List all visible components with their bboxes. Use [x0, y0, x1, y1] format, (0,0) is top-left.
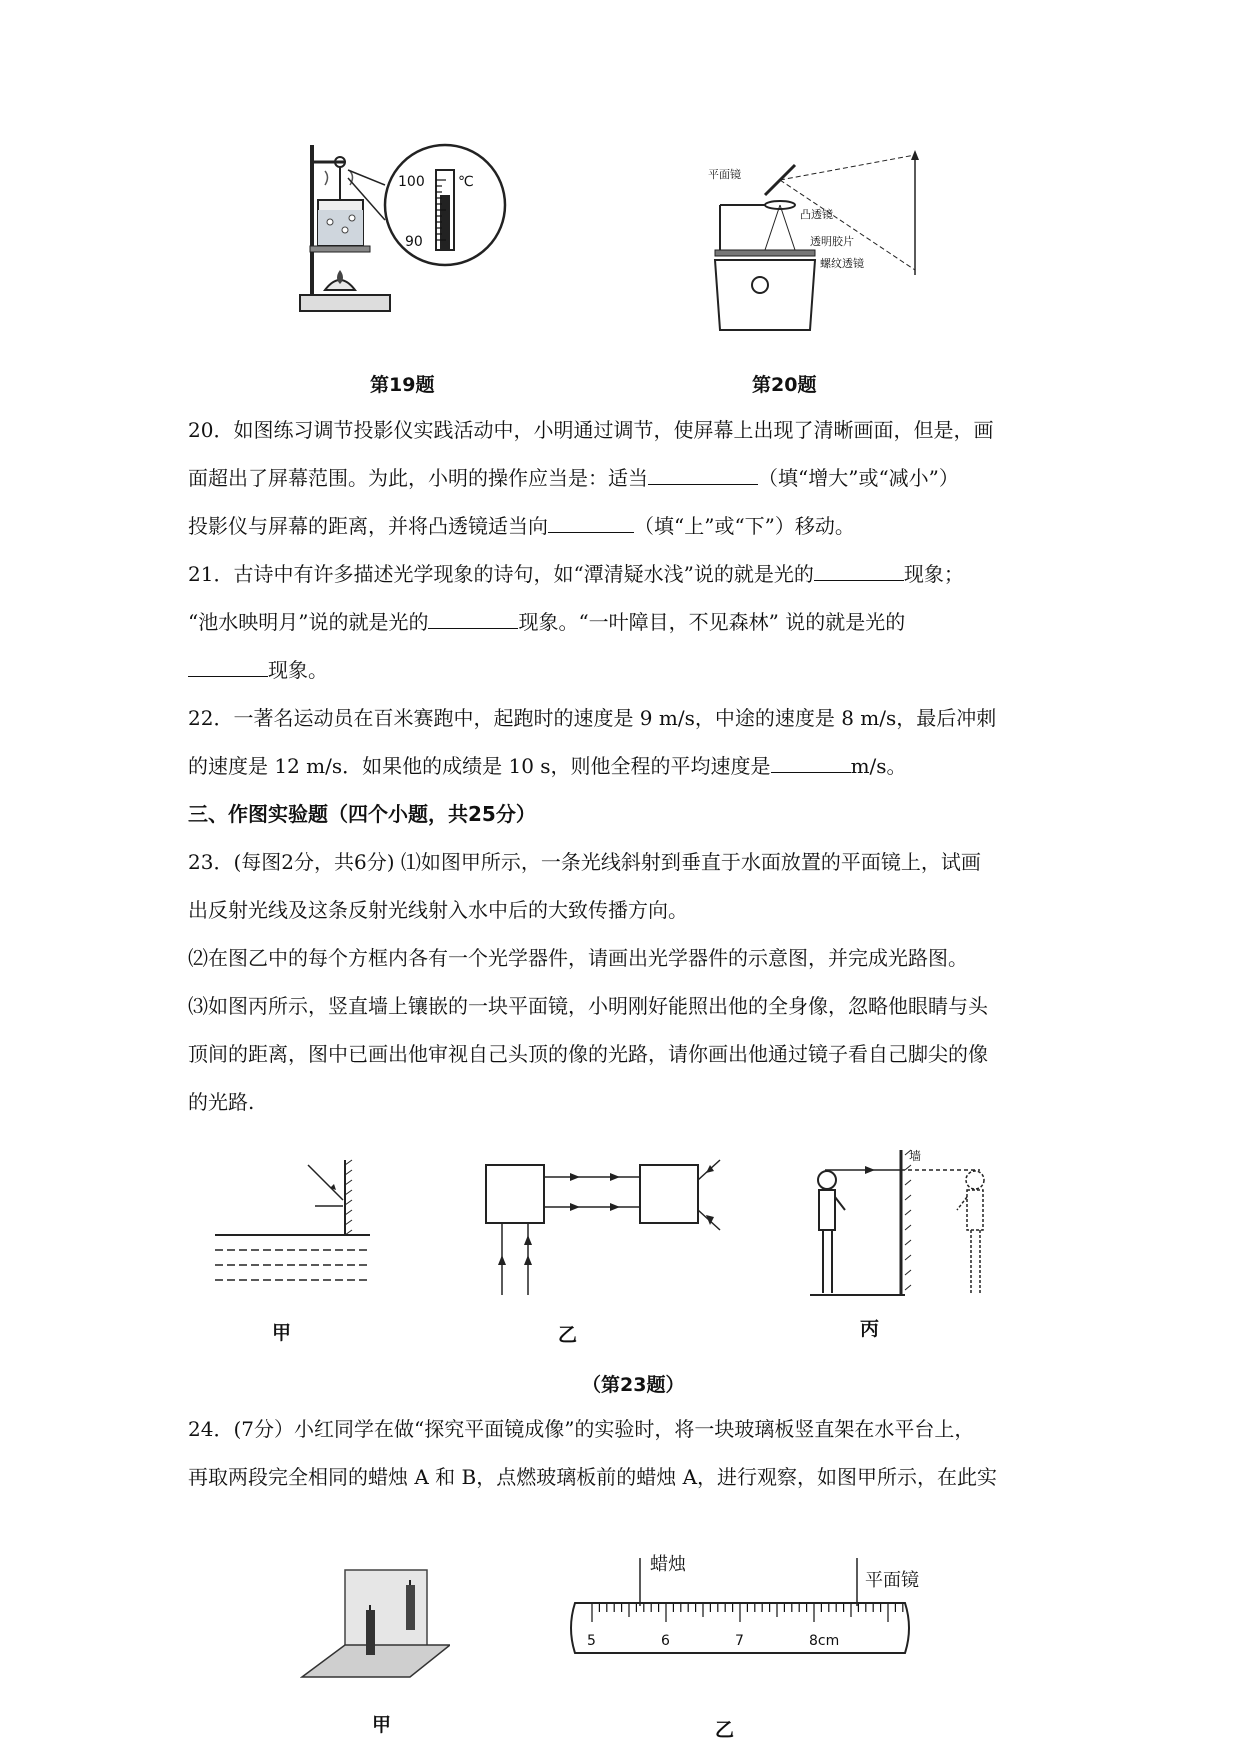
- q21-line3b: 现象。: [268, 658, 328, 682]
- candle-label: 蜡烛: [650, 1554, 686, 1575]
- q21-line1b: 现象；: [903, 562, 964, 586]
- q21-blank2[interactable]: [428, 606, 518, 629]
- q21-blank1[interactable]: [814, 558, 904, 581]
- figure-20-projector: [700, 150, 950, 360]
- q20-blank2[interactable]: [548, 510, 634, 533]
- figure-19-heating-apparatus: [290, 140, 520, 355]
- ruler-num-8cm: 8cm: [809, 1633, 840, 1649]
- figure-23-caption: （第23题）: [582, 1374, 685, 1396]
- q24-line1: 24．(7分）小红同学在做“探究平面镜成像”的实验时，将一块玻璃板竖直架在水平台上，: [188, 1417, 975, 1441]
- q23-line3: ⑵在图乙中的每个方框内各有一个光学器件，请画出光学器件的示意图，并完成光路图。: [188, 946, 968, 970]
- convex-lens-label: 凸透镜: [800, 208, 833, 221]
- q20-line2b: （填“增大”或“减小”）: [758, 466, 959, 490]
- question-22: [188, 694, 1068, 790]
- figure-24-yi-ruler: [565, 1548, 935, 1668]
- figure-19-caption: 第19题: [370, 374, 435, 396]
- figure-24-jia-label: 甲: [372, 1714, 392, 1736]
- wall-label: 墙: [909, 1149, 922, 1163]
- figure-23-bing-label: 丙: [860, 1318, 880, 1340]
- ruler-num-5: 5: [587, 1633, 596, 1649]
- q20-line2a: 面超出了屏幕范围。为此，小明的操作应当是：适当: [188, 466, 648, 490]
- q22-line2b: m/s。: [850, 754, 907, 778]
- q23-line5: 顶间的距离，图中已画出他审视自己头顶的像的光路，请你画出他通过镜子看自己脚尖的像: [188, 1042, 988, 1066]
- figure-23-bing: [805, 1145, 1005, 1305]
- q23-line4: ⑶如图丙所示，竖直墙上镶嵌的一块平面镜，小明刚好能照出他的全身像，忽略他眼睛与头: [188, 994, 988, 1018]
- q22-blank1[interactable]: [771, 750, 851, 773]
- mirror-label: 平面镜: [708, 168, 741, 181]
- q23-line1: 23．(每图2分，共6分) ⑴如图甲所示，一条光线斜射到垂直于水面放置的平面镜上，试画: [188, 850, 981, 874]
- thermo-unit-label: ℃: [458, 174, 474, 190]
- question-20: [188, 406, 1068, 550]
- thermo-top-label: 100: [398, 174, 425, 190]
- q23-line6: 的光路.: [188, 1090, 255, 1114]
- ruler-num-7: 7: [735, 1633, 744, 1649]
- q21-line1a: 21．古诗中有许多描述光学现象的诗句，如“潭清疑水浅”说的就是光的: [188, 562, 814, 586]
- figure-23-jia: [210, 1150, 380, 1300]
- q20-blank1[interactable]: [648, 462, 758, 485]
- figure-20-caption: 第20题: [752, 374, 817, 396]
- mirror-label-24: 平面镜: [865, 1570, 919, 1591]
- fresnel-lens-label: 螺纹透镜: [820, 257, 864, 270]
- film-label: 透明胶片: [810, 235, 854, 248]
- figure-23-yi-label: 乙: [558, 1324, 578, 1346]
- figure-23-yi: [470, 1155, 730, 1300]
- q20-line1: 20．如图练习调节投影仪实践活动中，小明通过调节，使屏幕上出现了清晰画面，但是，画: [188, 418, 994, 442]
- q20-line3b: （填“上”或“下”）移动。: [634, 514, 855, 538]
- figure-24-yi-label: 乙: [715, 1719, 735, 1741]
- q22-line2a: 的速度是 12 m/s．如果他的成绩是 10 s，则他全程的平均速度是: [188, 754, 771, 778]
- q21-blank3[interactable]: [188, 654, 268, 677]
- section-3-heading: 三、作图实验题（四个小题，共25分）: [188, 802, 536, 826]
- question-23: [188, 838, 1068, 1126]
- question-21: [188, 550, 1068, 694]
- q21-line2a: “池水映明月”说的就是光的: [188, 610, 429, 634]
- q20-line3a: 投影仪与屏幕的距离，并将凸透镜适当向: [188, 514, 548, 538]
- question-24: [188, 1405, 1068, 1501]
- figure-24-jia: [300, 1565, 450, 1685]
- q21-line2b: 现象。“一叶障目，不见森林” 说的就是光的: [518, 610, 906, 634]
- figure-23-jia-label: 甲: [272, 1322, 292, 1344]
- ruler-num-6: 6: [661, 1633, 670, 1649]
- q23-line2: 出反射光线及这条反射光线射入水中后的大致传播方向。: [188, 898, 688, 922]
- q24-line2: 再取两段完全相同的蜡烛 A 和 B，点燃玻璃板前的蜡烛 A，进行观察，如图甲所示，在此实: [188, 1465, 998, 1489]
- q22-line1: 22．一著名运动员在百米赛跑中，起跑时的速度是 9 m/s，中途的速度是 8 m/s，最后冲刺: [188, 706, 997, 730]
- thermo-bottom-label: 90: [405, 234, 423, 250]
